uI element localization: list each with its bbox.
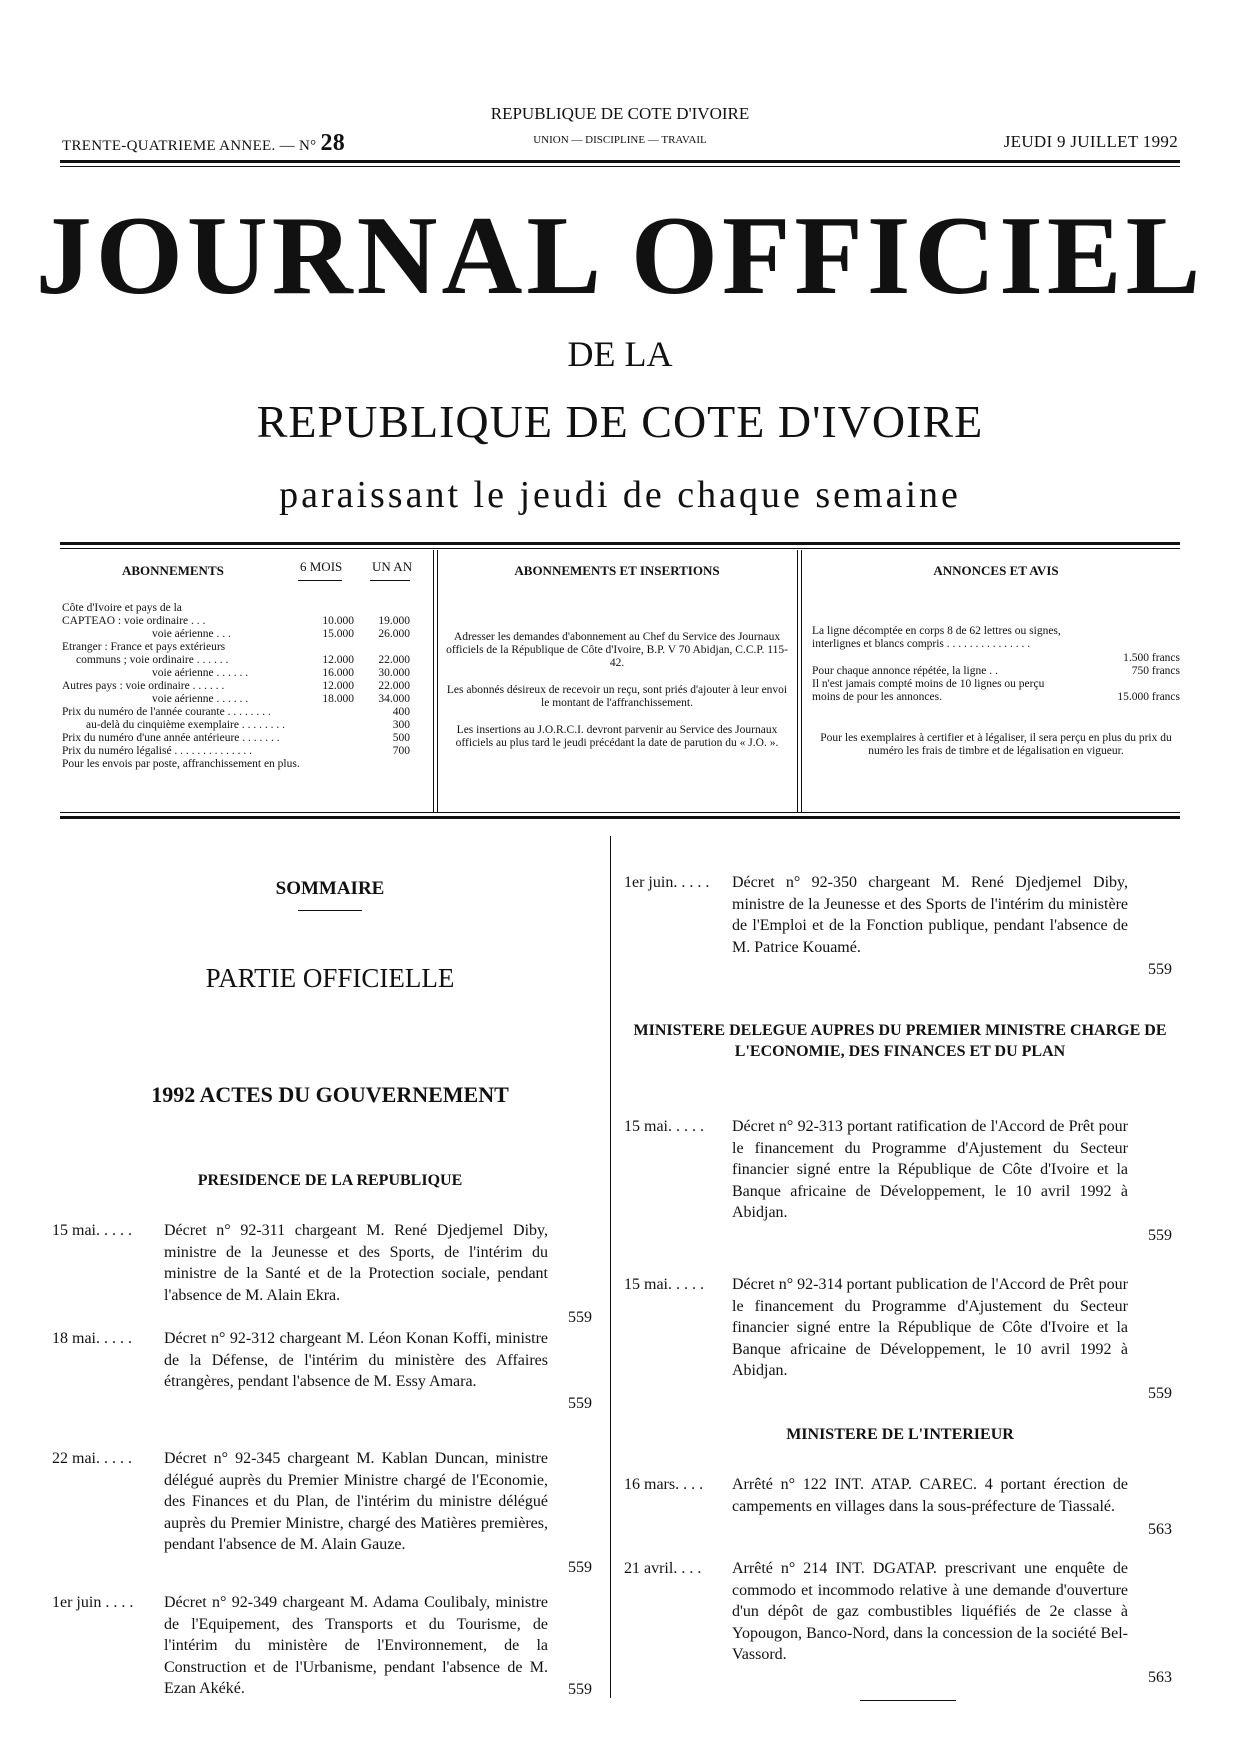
rate-un-an: 300 [392, 719, 410, 731]
entry-date: 1er juin. . . . . [624, 874, 710, 891]
rate-label: communs ; voie ordinaire . . . . . . [76, 654, 229, 666]
sommaire-entry [52, 1592, 592, 1700]
sommaire-entry [624, 872, 1172, 980]
ministere-economie-heading: MINISTERE DELEGUE AUPRES DU PREMIER MINISTRE CHARGE DE L'ECONOMIE, DES FINANCES ET DU PLAN [633, 1022, 1167, 1060]
rate-6-mois: 12.000 [322, 654, 354, 666]
box-rule-bottom-2 [60, 816, 1180, 819]
box-rule-top-2 [60, 548, 1180, 549]
annonces-box [812, 560, 1180, 758]
entry-date: 22 mai. . . . . [52, 1450, 132, 1467]
partie-officielle: PARTIE OFFICIELLE [205, 963, 455, 993]
actes-heading: 1992 ACTES DU GOUVERNEMENT [151, 1082, 509, 1107]
box-rule-top [60, 542, 1180, 545]
issue-number: 28 [320, 130, 346, 156]
sommaire-entry [624, 1274, 1172, 1404]
rate-un-an: 500 [392, 732, 410, 744]
sommaire-entry [52, 1220, 592, 1328]
rate-row [62, 680, 428, 693]
journal-title: JOURNAL OFFICIEL [35, 194, 1205, 318]
sommaire-entry [624, 1474, 1172, 1540]
rate-row [62, 615, 428, 628]
rate-6-mois: 15.000 [322, 628, 354, 640]
annonces-repeat-text: Pour chaque annonce répétée, la ligne . . [812, 665, 998, 677]
abonnements-box [62, 560, 428, 771]
rate-label: au-delà du cinquième exemplaire . . . . . . . . [86, 719, 285, 731]
rate-label: voie aérienne . . . . . . [152, 693, 249, 705]
box-rule-bottom-1 [60, 812, 1180, 813]
rate-label: Prix du numéro légalisé . . . . . . . . . . . . . . [62, 745, 253, 757]
insertions-box [444, 560, 790, 750]
entry-date: 21 avril. . . . [624, 1560, 702, 1577]
header-rule-2 [60, 166, 1180, 167]
header-republic: REPUBLIQUE DE COTE D'IVOIRE [490, 104, 750, 123]
rate-row [62, 628, 428, 641]
rate-row [62, 693, 428, 706]
rate-un-an: 700 [392, 745, 410, 757]
col-6-mois-underline [298, 580, 342, 581]
rate-row [62, 667, 428, 680]
insertions-heading: ABONNEMENTS ET INSERTIONS [514, 563, 720, 578]
rate-row [62, 745, 428, 758]
ministere-interieur-heading: MINISTERE DE L'INTERIEUR [786, 1426, 1014, 1443]
entry-text: Décret n° 92-312 chargeant M. Léon Konan Koffi, ministre de la Défense, de l'intérim du ministère des Affaires étrangères, pendant l'absence de M. Essy Amara. [164, 1330, 548, 1390]
rate-label: Pour les envois par poste, affranchissement en plus. [62, 758, 300, 770]
rate-un-an: 30.000 [378, 667, 410, 679]
entry-text: Décret n° 92-311 chargeant M. René Djedjemel Diby, ministre de la Jeunesse et des Sports, de l'intérim du ministre de la Santé et de la Protection sociale, pendant l'absence de M. Alain Ekra. [164, 1222, 548, 1304]
rate-un-an: 400 [392, 706, 410, 718]
sommaire-entry [52, 1448, 592, 1578]
entry-date: 15 mai. . . . . [624, 1276, 704, 1293]
sommaire-entry [52, 1328, 592, 1414]
rate-6-mois: 10.000 [322, 615, 354, 627]
presidence-heading: PRESIDENCE DE LA REPUBLIQUE [197, 1172, 463, 1189]
entry-text: Décret n° 92-349 chargeant M. Adama Coulibaly, ministre de l'Equipement, des Transports et du Tourisme, de l'intérim du ministère de l'Environnement, de la Construction et de l'Urbanisme, pendant l'absence de M. Ezan Akéké. [164, 1594, 548, 1697]
annonces-line-price-text: La ligne décomptée en corps 8 de 62 lettres ou signes, interlignes et blancs compris . . . . . . . . . . . . . . . [812, 625, 1061, 650]
header-rule-1 [60, 160, 1180, 163]
entry-page: 559 [1148, 1384, 1172, 1402]
col-un-an-underline [370, 580, 410, 581]
annonces-legalisation: Pour les exemplaires à certifier et à légaliser, il sera perçu en plus du prix du numéro les frais de timbre et de légalisation en vigueur. [820, 732, 1172, 757]
box-divider-1a [433, 550, 434, 812]
annonces-minimum-text: Il n'est jamais compté moins de 10 lignes ou perçu moins de pour les annonces. [812, 678, 1045, 703]
rate-row [62, 719, 428, 732]
insertions-p2: Les abonnés désireux de recevoir un reçu, sont priés d'ajouter à leur envoi le montant de l'affranchissement. [446, 684, 788, 709]
entry-page: 559 [568, 1680, 592, 1698]
entry-text: Arrêté n° 122 INT. ATAP. CAREC. 4 portant érection de campements en villages dans la sous-préfecture de Tiassalé. [732, 1476, 1128, 1515]
entry-page: 559 [1148, 1226, 1172, 1244]
entry-page: 559 [1148, 960, 1172, 978]
box-divider-2a [797, 550, 798, 812]
rate-label: Prix du numéro de l'année courante . . . . . . . . [62, 706, 271, 718]
journal-subtitle-republic: REPUBLIQUE DE COTE D'IVOIRE [256, 396, 984, 447]
sommaire-entry [624, 1116, 1172, 1246]
end-rule [860, 1700, 956, 1701]
rate-label: voie aérienne . . . [152, 628, 231, 640]
journal-subtitle-de-la: DE LA [567, 334, 673, 374]
rate-row [62, 706, 428, 719]
abonnements-intro: Côte d'Ivoire et pays de la [62, 602, 182, 614]
insertions-p3: Les insertions au J.O.R.C.I. devront parvenir au Service des Journaux officiels au plus tard le jeudi précédant la date de parution du « J.O. ». [455, 724, 779, 749]
rate-label: CAPTEAO : voie ordinaire . . . [62, 615, 206, 627]
box-divider-1b [437, 550, 438, 812]
issue-date: JEUDI 9 JUILLET 1992 [1003, 132, 1178, 151]
rate-6-mois: 16.000 [322, 667, 354, 679]
rate-row [62, 732, 428, 745]
insertions-p1: Adresser les demandes d'abonnement au Chef du Service des Journaux officiels de la République de Côte d'Ivoire, B.P. V 70 Abidjan, C.C.P. 115-42. [446, 631, 788, 669]
abonnements-rates [62, 615, 428, 771]
annonces-minimum-price: 15.000 francs [1117, 691, 1180, 703]
column-divider [610, 836, 611, 1698]
rate-row [62, 641, 428, 654]
abonnements-heading: ABONNEMENTS [122, 563, 224, 578]
entry-text: Décret n° 92-314 portant publication de l'Accord de Prêt pour le financement du Programme d'Ajustement du Secteur financier signé entre la République de Côte d'Ivoire et la Banque africaine de Développement, le 10 avril 1992 à Abidjan. [732, 1276, 1128, 1379]
entry-page: 563 [1148, 1668, 1172, 1686]
col-un-an: UN AN [372, 559, 413, 574]
entry-text: Décret n° 92-313 portant ratification de l'Accord de Prêt pour le financement du Programme d'Ajustement du Secteur financier signé entre la République de Côte d'Ivoire et la Banque africaine de Développement, le 10 avril 1992 à Abidjan. [732, 1118, 1128, 1221]
issue-year-label: TRENTE-QUATRIEME ANNEE. — N° [62, 138, 317, 154]
entry-text: Décret n° 92-345 chargeant M. Kablan Duncan, ministre délégué auprès du Premier Ministre chargé de l'Economie, des Finances et du Plan, de l'intérim du ministre délégué auprès du Premier Ministre, chargé des Matières premières, pendant l'absence de M. Alain Gauze. [164, 1450, 548, 1553]
rate-un-an: 22.000 [378, 680, 410, 692]
rate-label: Prix du numéro d'une année antérieure . . . . . . . [62, 732, 280, 744]
sommaire-title: SOMMAIRE [275, 878, 385, 899]
entry-date: 18 mai. . . . . [52, 1330, 132, 1347]
rate-row [62, 654, 428, 667]
sommaire-underline [298, 910, 362, 911]
rate-label: voie aérienne . . . . . . [152, 667, 249, 679]
box-divider-2b [801, 550, 802, 812]
rate-un-an: 22.000 [378, 654, 410, 666]
entry-date: 15 mai. . . . . [624, 1118, 704, 1135]
annonces-heading: ANNONCES ET AVIS [933, 563, 1059, 578]
entry-page: 559 [568, 1558, 592, 1576]
rate-row [62, 758, 428, 771]
journal-frequency: paraissant le jeudi de chaque semaine [279, 474, 961, 516]
rate-label: Autres pays : voie ordinaire . . . . . . [62, 680, 225, 692]
entry-date: 1er juin . . . . [52, 1594, 134, 1611]
entry-page: 559 [568, 1394, 592, 1412]
rate-label: Etranger : France et pays extérieurs [62, 641, 226, 653]
entry-text: Arrêté n° 214 INT. DGATAP. prescrivant une enquête de commodo et incommodo relative à une demande d'ouverture d'un dépôt de gaz combustibles liquéfiés de 2e classe à Yopougon, Banco-Nord, dans la concession de la société Bel-Vassord. [732, 1560, 1128, 1663]
entry-page: 559 [568, 1308, 592, 1326]
entry-text: Décret n° 92-350 chargeant M. René Djedjemel Diby, ministre de la Jeunesse et des Sports de l'intérim du ministère de l'Emploi et de la Fonction publique, pendant l'absence de M. Patrice Kouamé. [732, 874, 1128, 956]
rate-6-mois: 12.000 [322, 680, 354, 692]
entry-date: 15 mai. . . . . [52, 1222, 132, 1239]
header-motto: UNION — DISCIPLINE — TRAVAIL [533, 134, 707, 146]
sommaire-entry [624, 1558, 1172, 1688]
annonces-line-price: 1.500 francs [1123, 652, 1180, 664]
rate-un-an: 19.000 [378, 615, 410, 627]
rate-un-an: 26.000 [378, 628, 410, 640]
rate-un-an: 34.000 [378, 693, 410, 705]
rate-6-mois: 18.000 [322, 693, 354, 705]
entry-page: 563 [1148, 1520, 1172, 1538]
entry-date: 16 mars. . . . [624, 1476, 704, 1493]
annonces-repeat-price: 750 francs [1131, 665, 1180, 677]
col-6-mois: 6 MOIS [300, 559, 343, 574]
